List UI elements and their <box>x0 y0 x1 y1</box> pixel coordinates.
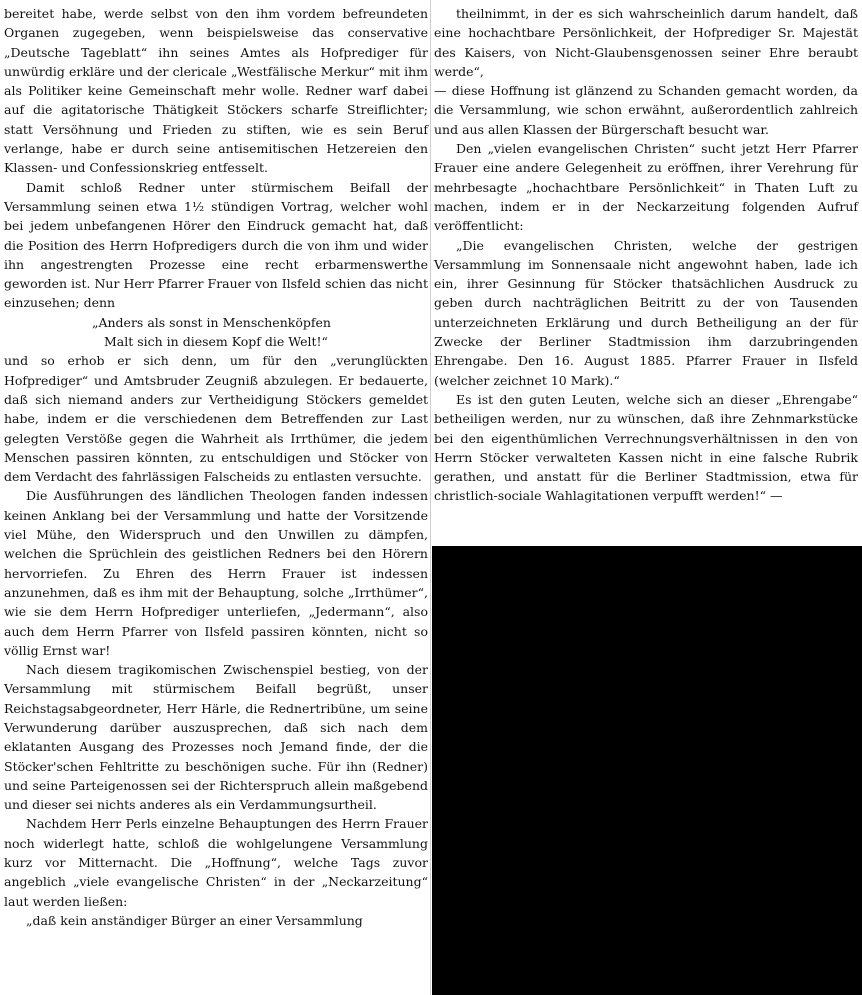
paragraph: Nachdem Herr Perls einzelne Behauptungen des Herrn Frauer noch widerlegt hatte, schloß die wohlgelungene Versammlung kurz vor Mitternacht. Die „Hoffnung“, welche Tags zuvor angeblich „viele evangelische Christen“ in der „Neckarzeitung“ laut werden ließen: <box>4 816 428 909</box>
text-column-left <box>4 4 428 930</box>
quoted-appeal: „Die evangelischen Christen, welche der gestrigen Versammlung im Sonnensaale nicht angewohnt haben, lade ich ein, ihrer Gesinnung für Stöcker thatsächlichen Ausdruck zu geben durch nachträglichen Beitritt zu der von Tausenden unterzeichneten Erklärung und durch Betheiligung an der für Zwecke der Berliner Stadtmission ihm darzubringenden Ehrengabe. Den 16. August 1885. Pfarrer Frauer in Ilsfeld (welcher zeichnet 10 Mark).“ <box>434 237 858 388</box>
paragraph: Nach diesem tragikomischen Zwischenspiel bestieg, von der Versammlung mit stürmischem Beifall begrüßt, unser Reichstagsabgeordneter, Herr Härle, die Rednertribüne, um seine Verwunderung darüber auszusprechen, daß sich nach dem eklatanten Ausgang des Prozesses noch Jemand finde, der die Stöcker'schen Fehltritte zu beschönigen suche. Für ihn (Redner) und seine Parteigenossen sei der Richterspruch allein maßgebend und dieser sei nichts anderes als ein Verdammungsurtheil. <box>4 662 428 813</box>
paragraph: und so erhob er sich denn, um für den „verunglückten Hofprediger“ und Amtsbruder Zeugniß abzulegen. Er bedauerte, daß sich niemand anders zur Vertheidigung Stöckers gemeldet habe, indem er die verschiedenen dem Betreffenden zur Last gelegten Verstöße gegen die Wahrheit als Irrthümer, die jedem Menschen passiren könnten, zu entschuldigen und Stöcker von dem Verdacht des fahrlässigen Falscheids zu entlasten versuchte. <box>4 353 428 485</box>
quote-line: „daß kein anständiger Bürger an einer Versammlung <box>26 912 363 928</box>
paragraph: Die Ausführungen des ländlichen Theologen fanden indessen keinen Anklang bei der Versammlung und hatte der Vorsitzende viel Mühe, den Widerspruch und den Unwillen zu dämpfen, welchen die Sprüchlein des geistlichen Redners bei den Hörern hervorriefen. Zu Ehren des Herrn Frauer ist indessen anzunehmen, daß es ihm mit der Behauptung, solche „Irrthümer“, wie sie dem Herrn Hofprediger unterliefen, „Jedermann“, also auch dem Herrn Pfarrer von Ilsfeld passiren könnten, nicht so völlig Ernst war! <box>4 488 428 658</box>
paragraph: theilnimmt, in der es sich wahrscheinlich darum handelt, daß eine hochachtbare Persönlichkeit, der Hofprediger Sr. Majestät des Kaisers, von Nicht-Glaubensgenossen seiner Ehre beraubt werde“, <box>434 6 858 79</box>
text-column-right <box>434 4 858 506</box>
column-divider <box>430 0 431 995</box>
paragraph: Den „vielen evangelischen Christen“ sucht jetzt Herr Pfarrer Frauer eine andere Gelegenheit zu eröffnen, ihrer Verehrung für mehrbesagte „hochachtbare Persönlichkeit“ in Thaten Luft zu machen, indem er in der Neckarzeitung folgenden Aufruf veröffentlicht: <box>434 141 858 234</box>
verse-line: Malt sich in diesem Kopf die Welt!“ <box>104 334 328 350</box>
paragraph: bereitet habe, werde selbst von den ihm vordem befreundeten Organen zugegeben, wenn beispielsweise das conservative „Deutsche Tageblatt“ ihn seines Amtes als Hofprediger für unwürdig erkläre und der clericale „Westfälische Merkur“ mit ihm als Politiker keine Gemeinschaft mehr wolle. Redner warf dabei auf die agitatorische Thätigkeit Stöckers scharfe Streiflichter; statt Versöhnung und Frieden zu stiften, wie es sein Beruf verlange, habe er durch seine antisemitischen Hetzereien den Klassen- und Confessionskrieg entfesselt. <box>4 6 428 176</box>
paragraph: Damit schloß Redner unter stürmischem Beifall der Versammlung seinen etwa 1½ stündigen Vortrag, welcher wohl bei jedem unbefangenen Hörer den Eindruck gemacht hat, daß die Position des Herrn Hofpredigers durch die von ihm und wider ihn angestrengten Prozesse eine recht erbarmenswerthe geworden ist. Nur Herr Pfarrer Frauer von Ilsfeld schien das nicht einzusehen; denn <box>4 179 428 311</box>
paragraph: Es ist den guten Leuten, welche sich an dieser „Ehrengabe“ betheiligen werden, nur zu wünschen, daß ihre Zehnmarkstücke bei den eigenthümlichen Verrechnungsverhältnissen in den von Herrn Stöcker verwalteten Kassen nicht in eine falsche Rubrik gerathen, und anstatt für die Berliner Stadtmission, etwa für christlich-sociale Wahlagitationen verpufft werden!“ — <box>434 391 858 504</box>
verse-line: „Anders als sonst in Menschenköpfen <box>92 314 331 330</box>
blank-scan-area <box>432 546 862 995</box>
paragraph: — diese Hoffnung ist glänzend zu Schanden gemacht worden, da die Versammlung, wie schon erwähnt, außerordentlich zahlreich und aus allen Klassen der Bürgerschaft besucht war. <box>434 83 858 137</box>
